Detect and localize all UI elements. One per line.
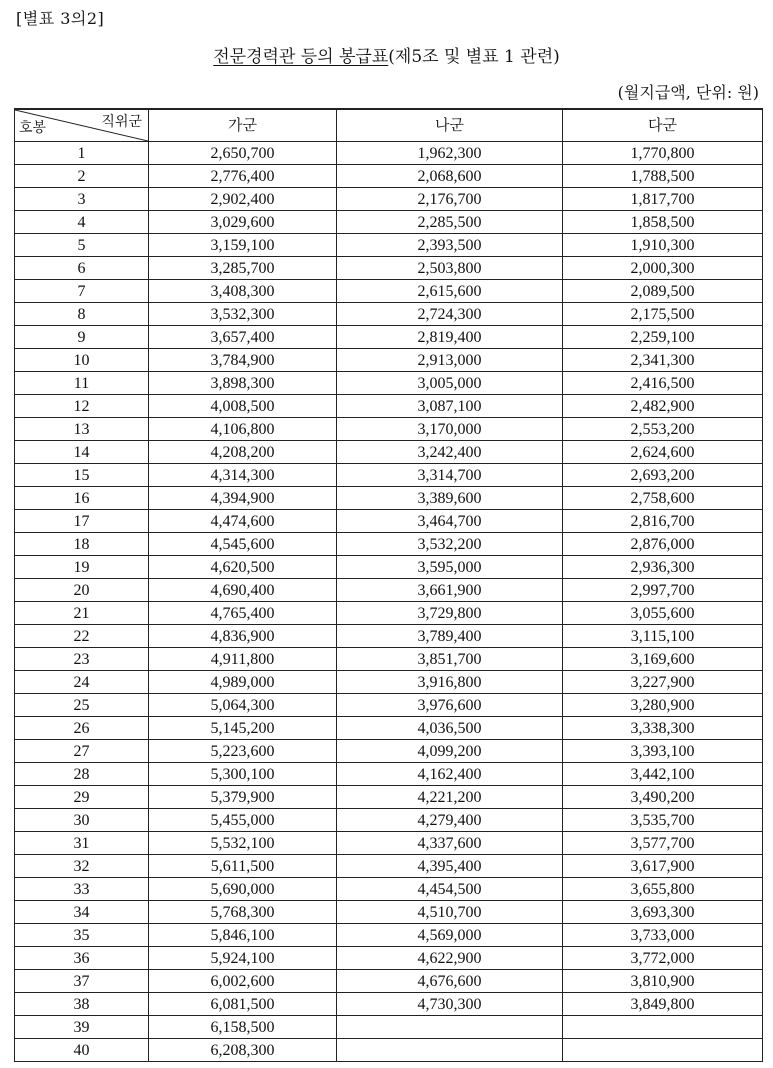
table-row — [15, 786, 763, 809]
step-cell: 33 — [15, 878, 149, 901]
step-cell: 29 — [15, 786, 149, 809]
group-da-cell: 3,577,700 — [563, 832, 763, 855]
table-row — [15, 855, 763, 878]
group-ga-cell: 5,300,100 — [149, 763, 337, 786]
group-na-cell: 2,285,500 — [337, 211, 563, 234]
group-na-cell: 2,068,600 — [337, 165, 563, 188]
step-cell: 36 — [15, 947, 149, 970]
attachment-label: [별표 3의2] — [16, 9, 105, 28]
group-da-cell — [563, 1039, 763, 1062]
step-cell: 3 — [15, 188, 149, 211]
group-da-cell: 3,442,100 — [563, 763, 763, 786]
group-ga-cell: 5,690,000 — [149, 878, 337, 901]
table-row — [15, 740, 763, 763]
group-da-cell: 3,115,100 — [563, 625, 763, 648]
group-ga-cell: 5,455,000 — [149, 809, 337, 832]
corner-label-step: 호봉 — [19, 120, 47, 136]
table-row — [15, 901, 763, 924]
group-da-cell: 3,280,900 — [563, 694, 763, 717]
step-cell: 22 — [15, 625, 149, 648]
table-row — [15, 349, 763, 372]
group-ga-cell: 4,765,400 — [149, 602, 337, 625]
group-ga-cell: 4,208,200 — [149, 441, 337, 464]
group-ga-cell: 5,379,900 — [149, 786, 337, 809]
group-ga-cell: 4,008,500 — [149, 395, 337, 418]
group-na-cell: 3,661,900 — [337, 579, 563, 602]
group-da-cell: 2,259,100 — [563, 326, 763, 349]
table-row — [15, 579, 763, 602]
table-row — [15, 464, 763, 487]
table-row — [15, 303, 763, 326]
group-ga-cell: 5,223,600 — [149, 740, 337, 763]
group-ga-cell: 5,768,300 — [149, 901, 337, 924]
group-na-cell: 3,532,200 — [337, 533, 563, 556]
step-cell: 40 — [15, 1039, 149, 1062]
step-cell: 31 — [15, 832, 149, 855]
group-ga-cell: 5,145,200 — [149, 717, 337, 740]
group-na-cell: 4,036,500 — [337, 717, 563, 740]
step-cell: 13 — [15, 418, 149, 441]
group-na-cell: 4,676,600 — [337, 970, 563, 993]
step-cell: 38 — [15, 993, 149, 1016]
group-na-cell: 4,337,600 — [337, 832, 563, 855]
salary-table — [14, 108, 763, 1062]
group-ga-cell: 5,611,500 — [149, 855, 337, 878]
table-row — [15, 487, 763, 510]
group-ga-cell: 4,989,000 — [149, 671, 337, 694]
table-row — [15, 234, 763, 257]
table-row — [15, 809, 763, 832]
group-na-cell: 3,087,100 — [337, 395, 563, 418]
step-cell: 18 — [15, 533, 149, 556]
group-ga-cell: 4,911,800 — [149, 648, 337, 671]
group-da-cell: 3,693,300 — [563, 901, 763, 924]
group-da-cell: 1,858,500 — [563, 211, 763, 234]
group-ga-cell: 5,924,100 — [149, 947, 337, 970]
group-ga-cell: 5,064,300 — [149, 694, 337, 717]
group-na-cell: 1,962,300 — [337, 142, 563, 165]
group-ga-cell: 5,846,100 — [149, 924, 337, 947]
group-ga-cell: 6,002,600 — [149, 970, 337, 993]
group-na-cell: 4,162,400 — [337, 763, 563, 786]
table-row — [15, 947, 763, 970]
group-da-cell: 2,816,700 — [563, 510, 763, 533]
step-cell: 24 — [15, 671, 149, 694]
group-ga-cell: 4,394,900 — [149, 487, 337, 510]
group-na-cell: 4,454,500 — [337, 878, 563, 901]
table-row — [15, 1039, 763, 1062]
group-da-cell: 2,089,500 — [563, 280, 763, 303]
table-row — [15, 717, 763, 740]
group-ga-cell: 3,029,600 — [149, 211, 337, 234]
group-na-cell: 4,395,400 — [337, 855, 563, 878]
unit-note: (월지급액, 단위: 원) — [617, 83, 759, 102]
step-cell: 30 — [15, 809, 149, 832]
table-row — [15, 648, 763, 671]
group-na-cell: 4,622,900 — [337, 947, 563, 970]
corner-label-position-group: 직위군 — [101, 114, 142, 130]
column-header: 나군 — [337, 109, 563, 142]
table-row — [15, 257, 763, 280]
step-cell: 12 — [15, 395, 149, 418]
group-na-cell: 2,913,000 — [337, 349, 563, 372]
group-da-cell: 3,655,800 — [563, 878, 763, 901]
group-da-cell: 1,788,500 — [563, 165, 763, 188]
step-cell: 14 — [15, 441, 149, 464]
step-cell: 5 — [15, 234, 149, 257]
group-ga-cell: 4,620,500 — [149, 556, 337, 579]
table-row — [15, 188, 763, 211]
group-na-cell: 3,595,000 — [337, 556, 563, 579]
step-cell: 2 — [15, 165, 149, 188]
step-cell: 34 — [15, 901, 149, 924]
group-da-cell: 2,482,900 — [563, 395, 763, 418]
step-cell: 15 — [15, 464, 149, 487]
group-da-cell: 1,770,800 — [563, 142, 763, 165]
group-da-cell: 3,733,000 — [563, 924, 763, 947]
group-da-cell: 2,175,500 — [563, 303, 763, 326]
group-ga-cell: 3,532,300 — [149, 303, 337, 326]
table-row — [15, 441, 763, 464]
table-row — [15, 556, 763, 579]
group-ga-cell: 2,902,400 — [149, 188, 337, 211]
group-da-cell: 2,416,500 — [563, 372, 763, 395]
group-da-cell: 2,758,600 — [563, 487, 763, 510]
step-cell: 23 — [15, 648, 149, 671]
step-cell: 21 — [15, 602, 149, 625]
group-da-cell: 3,490,200 — [563, 786, 763, 809]
step-cell: 25 — [15, 694, 149, 717]
table-row — [15, 510, 763, 533]
group-ga-cell: 4,836,900 — [149, 625, 337, 648]
group-ga-cell: 4,314,300 — [149, 464, 337, 487]
group-da-cell: 2,693,200 — [563, 464, 763, 487]
step-cell: 10 — [15, 349, 149, 372]
group-da-cell: 3,338,300 — [563, 717, 763, 740]
step-cell: 19 — [15, 556, 149, 579]
group-na-cell: 3,389,600 — [337, 487, 563, 510]
group-na-cell: 3,242,400 — [337, 441, 563, 464]
step-cell: 4 — [15, 211, 149, 234]
group-ga-cell: 2,650,700 — [149, 142, 337, 165]
group-ga-cell: 3,285,700 — [149, 257, 337, 280]
group-da-cell: 2,876,000 — [563, 533, 763, 556]
table-row — [15, 970, 763, 993]
group-na-cell: 2,393,500 — [337, 234, 563, 257]
group-da-cell: 3,810,900 — [563, 970, 763, 993]
group-na-cell: 4,510,700 — [337, 901, 563, 924]
step-cell: 6 — [15, 257, 149, 280]
step-cell: 11 — [15, 372, 149, 395]
group-ga-cell: 4,545,600 — [149, 533, 337, 556]
table-row — [15, 671, 763, 694]
step-cell: 20 — [15, 579, 149, 602]
group-da-cell: 1,910,300 — [563, 234, 763, 257]
step-cell: 17 — [15, 510, 149, 533]
table-row — [15, 694, 763, 717]
step-cell: 27 — [15, 740, 149, 763]
group-da-cell: 2,936,300 — [563, 556, 763, 579]
table-row — [15, 602, 763, 625]
group-na-cell: 3,005,000 — [337, 372, 563, 395]
step-cell: 28 — [15, 763, 149, 786]
step-cell: 7 — [15, 280, 149, 303]
group-na-cell: 4,569,000 — [337, 924, 563, 947]
column-header: 다군 — [563, 109, 763, 142]
table-row — [15, 326, 763, 349]
group-ga-cell: 3,657,400 — [149, 326, 337, 349]
group-na-cell: 4,099,200 — [337, 740, 563, 763]
group-da-cell: 3,535,700 — [563, 809, 763, 832]
table-row — [15, 395, 763, 418]
document-title — [0, 42, 773, 67]
group-da-cell: 2,997,700 — [563, 579, 763, 602]
table-row — [15, 165, 763, 188]
group-ga-cell: 4,106,800 — [149, 418, 337, 441]
group-na-cell — [337, 1039, 563, 1062]
table-row — [15, 372, 763, 395]
group-da-cell: 3,849,800 — [563, 993, 763, 1016]
group-na-cell: 4,279,400 — [337, 809, 563, 832]
step-cell: 37 — [15, 970, 149, 993]
group-na-cell: 4,221,200 — [337, 786, 563, 809]
step-cell: 1 — [15, 142, 149, 165]
table-row — [15, 625, 763, 648]
step-cell: 39 — [15, 1016, 149, 1039]
group-na-cell: 3,976,600 — [337, 694, 563, 717]
group-da-cell: 3,055,600 — [563, 602, 763, 625]
step-cell: 35 — [15, 924, 149, 947]
group-na-cell: 3,464,700 — [337, 510, 563, 533]
table-row — [15, 993, 763, 1016]
corner-cell — [15, 109, 149, 142]
group-da-cell: 3,772,000 — [563, 947, 763, 970]
group-na-cell: 3,916,800 — [337, 671, 563, 694]
group-da-cell — [563, 1016, 763, 1039]
group-na-cell: 3,170,000 — [337, 418, 563, 441]
table-row — [15, 832, 763, 855]
group-da-cell: 2,553,200 — [563, 418, 763, 441]
group-da-cell: 1,817,700 — [563, 188, 763, 211]
group-na-cell: 2,819,400 — [337, 326, 563, 349]
group-ga-cell: 3,784,900 — [149, 349, 337, 372]
table-row — [15, 280, 763, 303]
table-row — [15, 763, 763, 786]
group-na-cell: 2,724,300 — [337, 303, 563, 326]
group-na-cell: 3,851,700 — [337, 648, 563, 671]
group-ga-cell: 5,532,100 — [149, 832, 337, 855]
table-row — [15, 1016, 763, 1039]
group-ga-cell: 6,158,500 — [149, 1016, 337, 1039]
table-row — [15, 878, 763, 901]
group-da-cell: 3,617,900 — [563, 855, 763, 878]
group-na-cell: 2,503,800 — [337, 257, 563, 280]
header-row — [15, 109, 763, 142]
group-na-cell: 3,314,700 — [337, 464, 563, 487]
group-da-cell: 3,227,900 — [563, 671, 763, 694]
group-da-cell: 3,169,600 — [563, 648, 763, 671]
step-cell: 16 — [15, 487, 149, 510]
group-ga-cell: 3,159,100 — [149, 234, 337, 257]
group-ga-cell: 6,208,300 — [149, 1039, 337, 1062]
group-ga-cell: 3,898,300 — [149, 372, 337, 395]
group-da-cell: 2,624,600 — [563, 441, 763, 464]
table-body — [15, 142, 763, 1062]
table-row — [15, 142, 763, 165]
title-suffix: (제5조 및 별표 1 관련) — [388, 47, 560, 67]
group-na-cell: 3,729,800 — [337, 602, 563, 625]
group-na-cell: 3,789,400 — [337, 625, 563, 648]
table-row — [15, 418, 763, 441]
group-ga-cell: 3,408,300 — [149, 280, 337, 303]
table-row — [15, 924, 763, 947]
group-ga-cell: 2,776,400 — [149, 165, 337, 188]
group-da-cell: 3,393,100 — [563, 740, 763, 763]
group-da-cell: 2,000,300 — [563, 257, 763, 280]
group-na-cell: 4,730,300 — [337, 993, 563, 1016]
group-na-cell: 2,615,600 — [337, 280, 563, 303]
table-row — [15, 211, 763, 234]
step-cell: 9 — [15, 326, 149, 349]
title-main: 전문경력관 등의 봉급표 — [213, 47, 389, 67]
group-na-cell — [337, 1016, 563, 1039]
step-cell: 8 — [15, 303, 149, 326]
step-cell: 32 — [15, 855, 149, 878]
group-ga-cell: 6,081,500 — [149, 993, 337, 1016]
group-ga-cell: 4,690,400 — [149, 579, 337, 602]
group-na-cell: 2,176,700 — [337, 188, 563, 211]
table-row — [15, 533, 763, 556]
column-header: 가군 — [149, 109, 337, 142]
step-cell: 26 — [15, 717, 149, 740]
group-da-cell: 2,341,300 — [563, 349, 763, 372]
group-ga-cell: 4,474,600 — [149, 510, 337, 533]
